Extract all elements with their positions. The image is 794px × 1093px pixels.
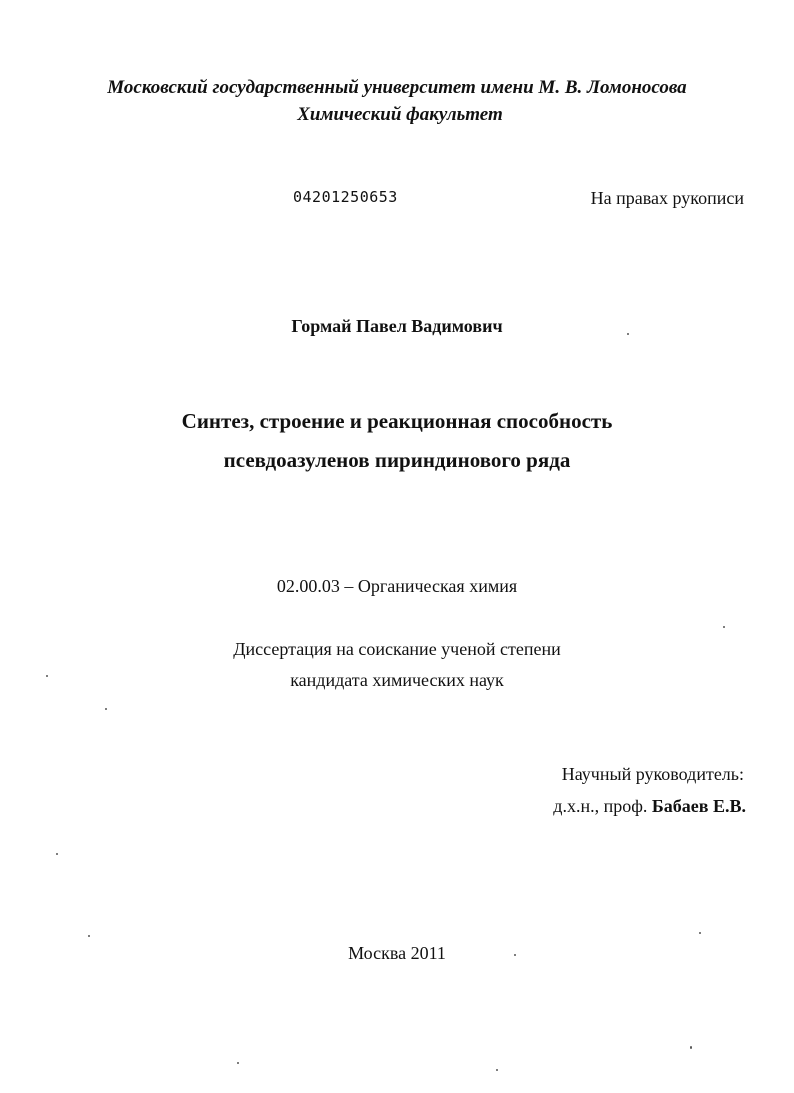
scan-speck	[699, 932, 701, 934]
university-name: Московский государственный университет имени М. В. Ломоносова	[107, 77, 687, 98]
author-name: Гормай Павел Вадимович	[291, 316, 503, 336]
faculty-name: Химический факультет	[297, 104, 503, 125]
scan-speck	[105, 708, 107, 710]
scan-speck	[56, 853, 58, 855]
scan-speck	[496, 1069, 498, 1071]
specialty-code: 02.00.03 – Органическая химия	[276, 576, 518, 596]
scan-speck	[627, 333, 629, 335]
supervisor-info	[553, 796, 746, 817]
scan-speck	[237, 1062, 239, 1064]
scan-speck	[690, 1046, 692, 1049]
scan-speck	[88, 935, 90, 937]
supervisor-degree: д.х.н., проф.	[553, 796, 648, 816]
dissertation-degree-line-2: кандидата химических наук	[290, 670, 504, 690]
scan-speck	[514, 954, 516, 956]
supervisor-label: Научный руководитель:	[561, 764, 744, 784]
scan-speck	[723, 626, 725, 628]
dissertation-degree-line-1: Диссертация на соискание ученой степени	[233, 639, 561, 659]
place-year: Москва 2011	[348, 943, 446, 963]
manuscript-rights: На правах рукописи	[590, 188, 744, 208]
scan-speck	[46, 675, 48, 677]
registry-number: 04201250653	[293, 188, 398, 206]
dissertation-title-line-2: псевдоазуленов пириндинового ряда	[223, 448, 571, 472]
supervisor-name: Бабаев Е.В.	[651, 796, 746, 816]
dissertation-title-line-1: Синтез, строение и реакционная способность	[181, 409, 613, 433]
